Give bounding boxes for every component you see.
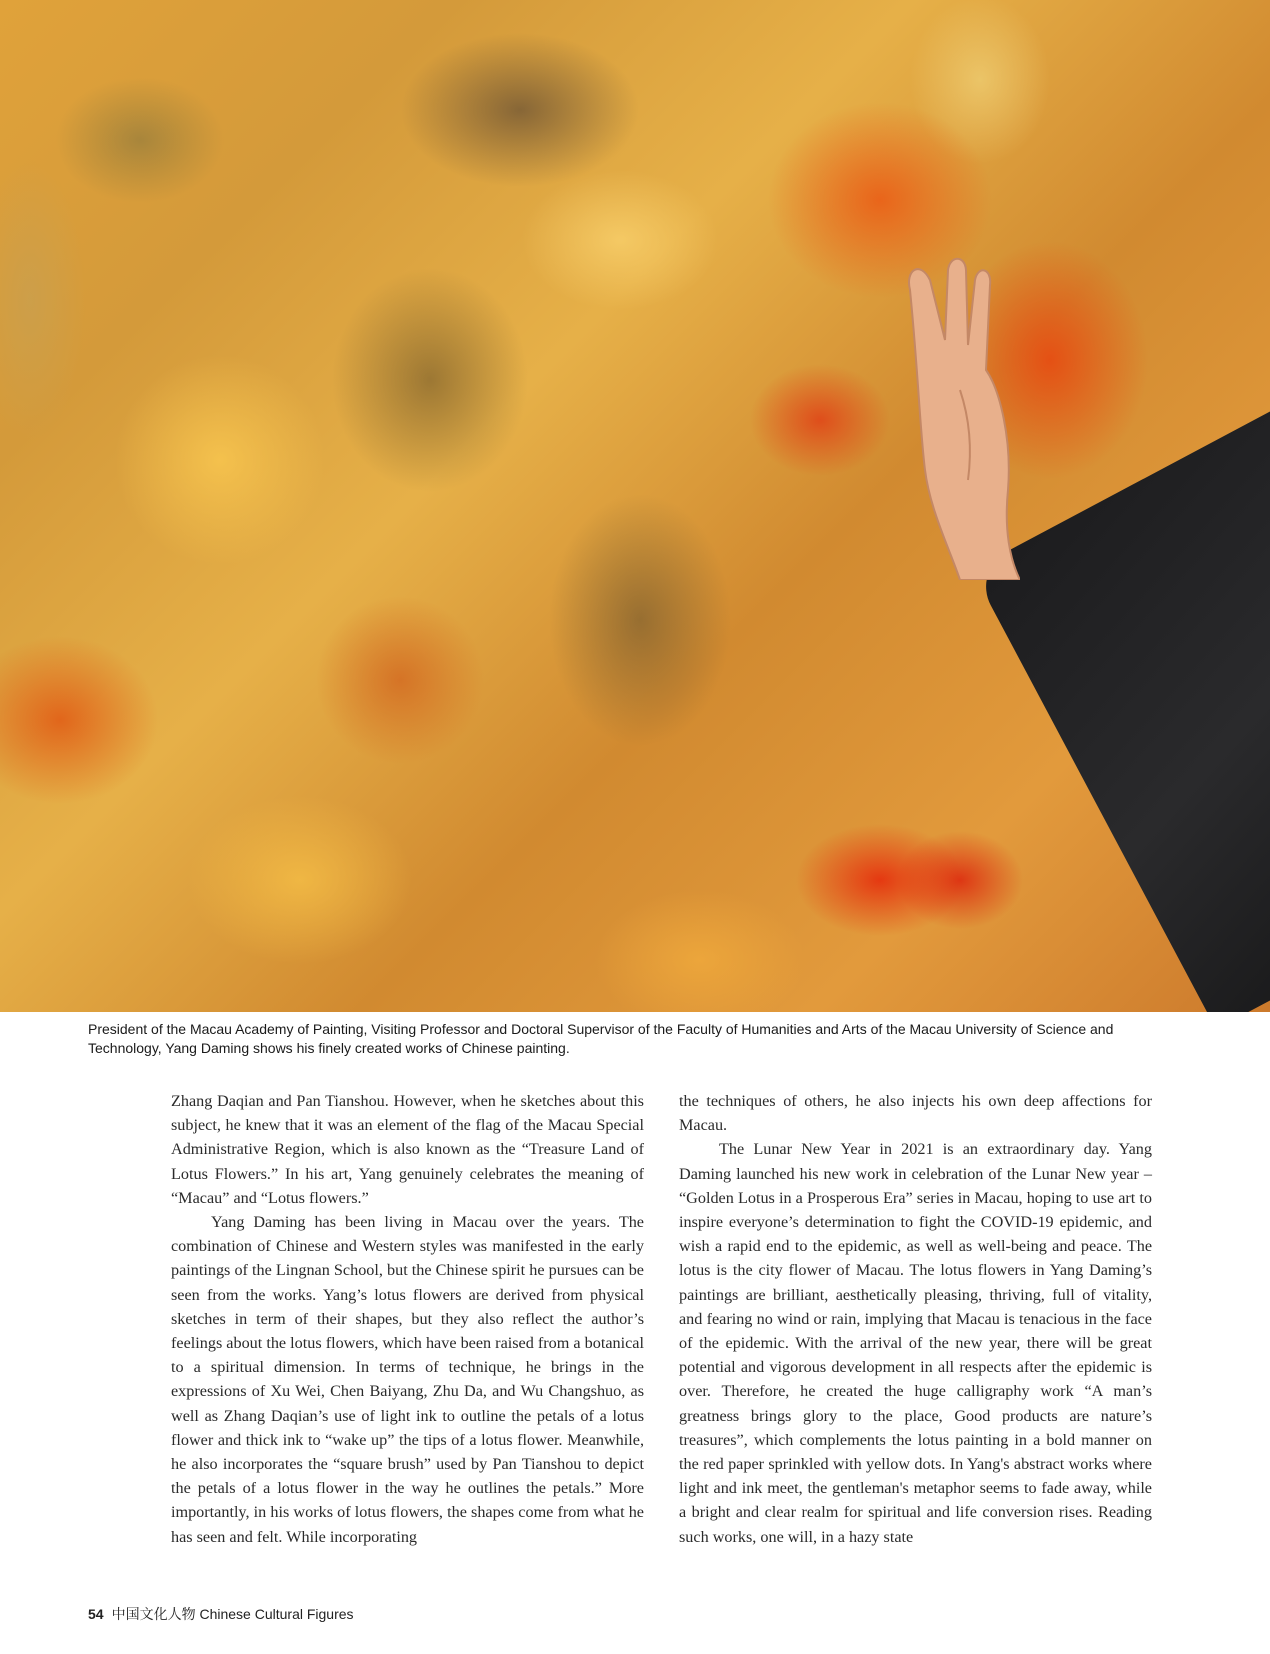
article-column-left (171, 1089, 644, 1549)
raised-hand (900, 250, 1020, 580)
paragraph: Yang Daming has been living in Macau over the years. The combination of Chinese and Western styles was manifested in the early paintings of the Lingnan School, but the Chinese spirit he pursues can be seen from the works. Yang’s lotus flowers are derived from physical sketches in term of their shapes, but they also reflect the author’s feelings about the lotus flowers, which have been raised from a botanical to a spiritual dimension. In terms of technique, he brings in the expressions of Xu Wei, Chen Baiyang, Zhu Da, and Wu Changshuo, as well as Zhang Daqian’s use of light ink to outline the petals of a lotus flower and thick ink to “wake up” the tips of a lotus flower. Meanwhile, he also incorporates the “square brush” used by Pan Tianshou to depict the petals of a lotus flower in the way he outlines the petals.” More importantly, in his works of lotus flowers, the shapes come from what he has seen and felt. While incorporating (171, 1213, 644, 1546)
article-column-right (679, 1089, 1152, 1549)
page-footer (88, 1604, 354, 1624)
page-number: 54 (88, 1606, 104, 1622)
paragraph: the techniques of others, he also injects his own deep affections for Macau. (679, 1092, 1152, 1135)
publication-name: 中国文化人物 Chinese Cultural Figures (111, 1606, 354, 1622)
photo-caption: President of the Macau Academy of Painting, Visiting Professor and Doctoral Supervisor of the Faculty of Humanities and Arts of the Macau University of Science and Technology, Yang Daming shows his finely created works of Chinese painting. (88, 1021, 1114, 1056)
paragraph: Zhang Daqian and Pan Tianshou. However, when he sketches about this subject, he knew that it was an element of the flag of the Macau Special Administrative Region, which is also known as the “Treasure Land of Lotus Flowers.” In his art, Yang genuinely celebrates the meaning of “Macau” and “Lotus flowers.” (171, 1092, 644, 1207)
paragraph: The Lunar New Year in 2021 is an extraordinary day. Yang Daming launched his new work in celebration of the Lunar New year – “Golden Lotus in a Prosperous Era” series in Macau, hoping to use art to inspire everyone’s determination to fight the COVID-19 epidemic, and wish a rapid end to the epidemic, as well as well-being and peace. The lotus is the city flower of Macau. The lotus flowers in Yang Daming’s paintings are brilliant, aesthetically pleasing, thriving, full of vitality, and fearing no wind or rain, implying that Macau is tenacious in the face of the epidemic. With the arrival of the new year, there will be great potential and vigorous development in all respects after the epidemic is over. Therefore, he created the huge calligraphy work “A man’s greatness brings glory to the place, Good products are nature’s treasures”, which complements the lotus painting in a bold manner on the red paper sprinkled with yellow dots. In Yang's abstract works where light and ink meet, the gentleman's metaphor seems to fade away, while a bright and clear realm for spiritual and life conversion rises. Reading such works, one will, in a hazy state (679, 1140, 1152, 1546)
